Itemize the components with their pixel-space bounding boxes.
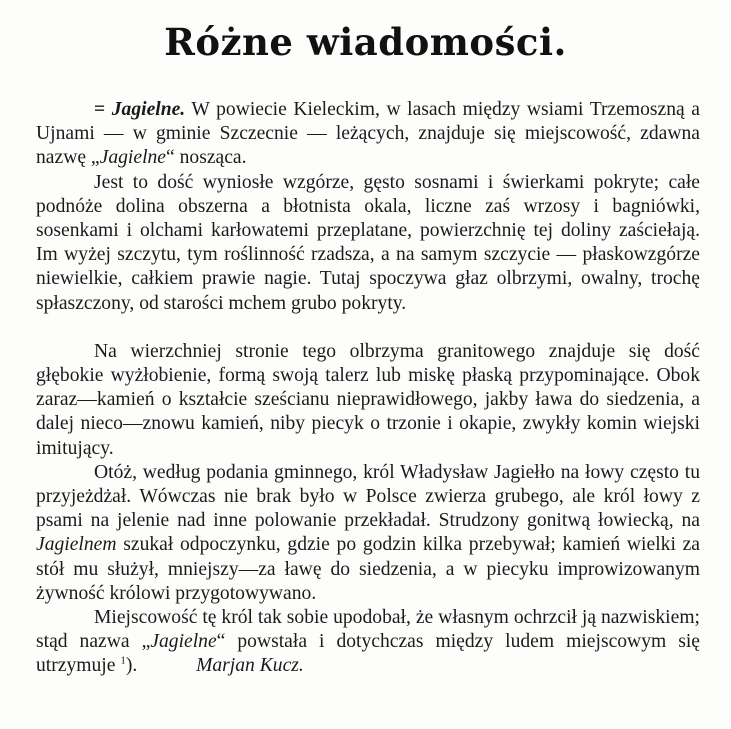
place-name: Jagielnem <box>36 534 117 556</box>
paragraph-1-text-a: W powiecie Kieleckim, w lasach między wsiami Trzemoszną a Ujnami — w gminie Szczecnie — leżących, znajduje się miejscowość, zdawna nazwę „ <box>36 99 700 169</box>
paragraph-1-text-b: “ nosząca. <box>166 147 247 169</box>
paragraph-3: Na wierzchniej stronie tego olbrzyma granitowego znajduje się dość głębokie wyżłobienie, formą swoją talerz lub miskę płaską przypominające. Obok zaraz—kamień o kształcie sześcianu nieprawidłowego, jakby ława do siedzenia, a dalej nieco—znowu kamień, niby piecyk o trzonie i okapie, zwykły komin wiejski imitujący. <box>36 340 700 459</box>
place-name: Jagielne <box>150 631 217 653</box>
author-signature: Marjan Kucz. <box>196 655 304 677</box>
footnote-marker: 1 <box>120 654 126 667</box>
paragraph-4-text-a: Otóż, według podania gminnego, król Władysław Jagiełło na łowy często tu przyjeżdżał. Wówczas nie brak było w Polsce zwierza grubego, ale król łowy z psami na jelenie nad inne polowanie przekładał. Strudzony gonitwą łowiecką, na <box>36 461 700 532</box>
paragraph-5-text-c: ). <box>125 655 138 677</box>
article-heading-word: Jagielne. <box>111 99 186 120</box>
paragraph-2: Jest to dość wyniosłe wzgórze, gęsto sosnami i świerkami pokryte; całe podnóże dolina obszerna a błotnista okala, liczne zaś wrzosy i bagniówki, sosenkami i olchami karłowatemi przeplatane, powierzchnię tej doliny zaściełają. Im wyżej szczytu, tym roślinność rzadsza, a na samym szczycie — płaskowzgórze niewielkie, całkiem prawie nagie. Tutaj spoczywa głaz olbrzymi, owalny, trochę spłaszczony, od starości mchem grubo pokryty. <box>36 171 700 314</box>
paragraph-5 <box>36 606 700 679</box>
paragraph-5-text-b: “ powstała i dotychczas między ludem miejscowym się utrzymuje <box>36 631 701 677</box>
article-title: Różne wiadomości. <box>164 20 567 64</box>
article-body <box>36 98 700 679</box>
paragraph-4 <box>36 461 700 606</box>
lead-mark: = <box>94 99 106 120</box>
paragraph-5-text-a: Miejscowość tę król tak sobie upodobał, że własnym ochrzcił ją nazwiskiem; stąd nazwa „ <box>36 607 700 653</box>
paragraph-1 <box>36 98 700 171</box>
paragraph-4-text-b: szukał odpoczynku, gdzie po godzin kilka przebywał; kamień wielki za stół mu służył, mniejszy—za ławę do siedzenia, a w piecyku improwizowanym żywność królowi przygotowywano. <box>36 534 700 604</box>
place-name: Jagielne <box>99 147 167 169</box>
